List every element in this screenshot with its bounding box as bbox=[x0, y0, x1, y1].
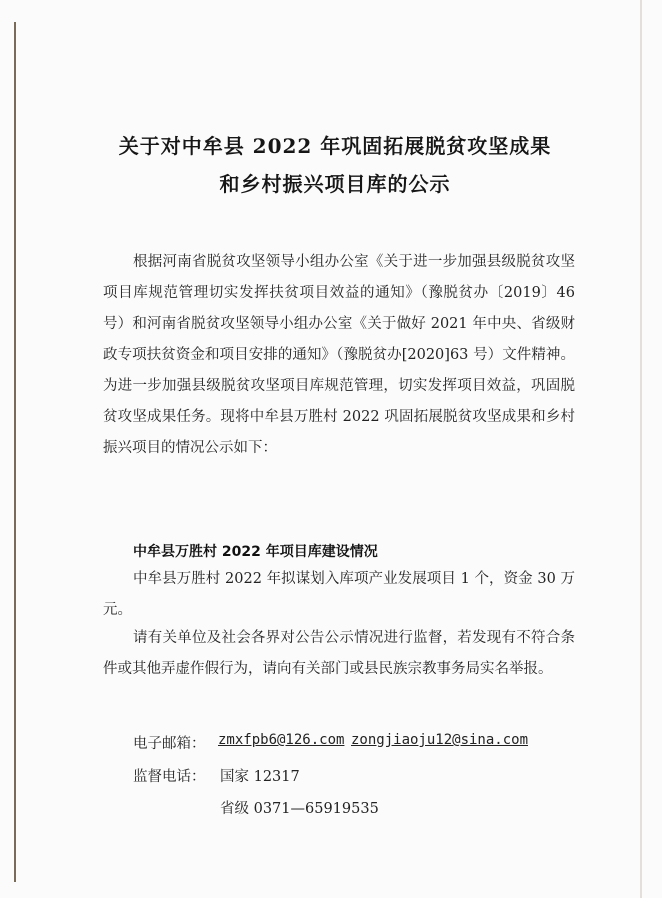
email-label: 电子邮箱： bbox=[133, 736, 206, 752]
scan-edge-left bbox=[14, 22, 16, 882]
body-paragraph-2: 中牟县万胜村 2022 年拟谋划入库项产业发展项目 1 个，资金 30 万元。 bbox=[103, 571, 575, 618]
body-paragraph-3: 请有关单位及社会各界对公告公示情况进行监督，若发现有不符合条件或其他弄虚作假行为，请向有关部门或县民族宗教事务局实名举报。 bbox=[103, 630, 575, 677]
body-paragraph-1: 根据河南省脱贫攻坚领导小组办公室《关于进一步加强县级脱贫攻坚项目库规范管理切实发挥扶贫项目效益的通知》（豫脱贫办〔2019〕46 号）和河南省脱贫攻坚领导小组办公室《关于做好 2021 年中央、省级财政专项扶贫资金和项目安排的通知》（豫脱贫办[2020]63 号）文件精神。为进一步加强县级脱贫攻坚项目库规范管理，切实发挥项目效益，巩固脱贫攻坚成果任务。现将中牟县万胜村 2022 巩固拓展脱贫攻坚成果和乡村振兴项目的情况公示如下： bbox=[103, 254, 575, 456]
scan-edge-right bbox=[640, 0, 642, 898]
phone-national: 国家 12317 bbox=[220, 769, 300, 785]
phone-provincial: 省级 0371—65919535 bbox=[220, 801, 379, 817]
email-link-2[interactable]: zongjiaoju12@sina.com bbox=[351, 732, 529, 748]
section-heading: 中牟县万胜村 2022 年项目库建设情况 bbox=[133, 544, 378, 560]
phone-label: 监督电话： bbox=[133, 769, 206, 785]
document-title-line-1: 关于对中牟县 2022 年巩固拓展脱贫攻坚成果 bbox=[118, 134, 552, 158]
email-link-1[interactable]: zmxfpb6@126.com bbox=[218, 732, 345, 748]
document-title-line-2: 和乡村振兴项目库的公示 bbox=[219, 172, 451, 196]
